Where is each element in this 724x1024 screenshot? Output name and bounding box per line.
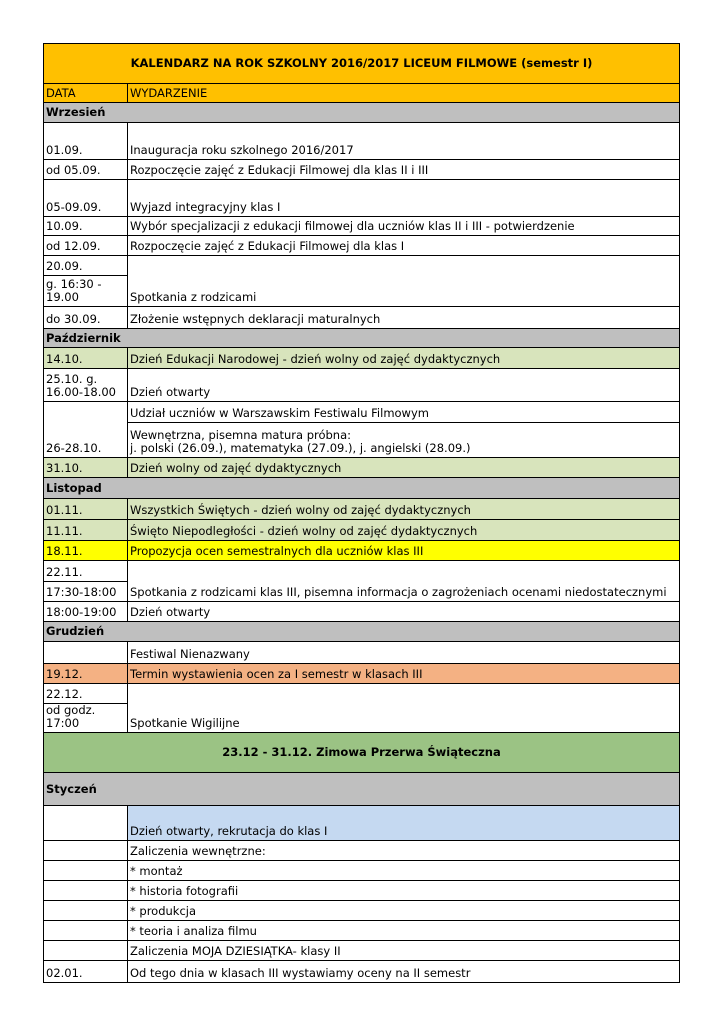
header-row [44,84,680,103]
row-event: * teoria i analiza filmu [128,921,680,941]
row-event: Spotkania z rodzicami [128,256,680,307]
row-event: Rozpoczęcie zajęć z Edukacji Filmowej dla klas I [128,236,680,256]
row-date [44,901,128,921]
table-row [44,520,680,541]
row-date: 18:00-19:00 [44,602,128,622]
row-date: od 12.09. [44,236,128,256]
row-event-line1: Wewnętrzna, pisemna matura próbna: [130,428,352,442]
row-event: Festiwal Nienazwany [128,642,680,664]
row-event: Dzień wolny od zajęć dydaktycznych [128,458,680,478]
row-date: 22.12. [44,684,128,704]
row-event [128,423,680,458]
row-date: do 30.09. [44,307,128,329]
table-row [44,961,680,983]
row-date-time: od godz. 17:00 [44,704,128,733]
table-row [44,881,680,901]
row-event: Inauguracja roku szkolnego 2016/2017 [128,123,680,160]
table-row [44,217,680,236]
table-row [44,602,680,622]
row-date: 22.11. [44,561,128,582]
row-date: 26-28.10. [44,423,128,458]
row-date: 10.09. [44,217,128,236]
row-event: Od tego dnia w klasach III wystawiamy oceny na II semestr [128,961,680,983]
table-row [44,541,680,561]
table-row [44,499,680,520]
header-event: WYDARZENIE [128,84,680,103]
row-date: 18.11. [44,541,128,561]
table-row [44,921,680,941]
row-event: Propozycja ocen semestralnych dla uczniów klas III [128,541,680,561]
month-september: Wrzesień [44,103,680,123]
row-event: Termin wystawienia ocen za I semestr w klasach III [128,664,680,684]
row-date: 31.10. [44,458,128,478]
row-event: Wszystkich Świętych - dzień wolny od zajęć dydaktycznych [128,499,680,520]
row-event: Udział uczniów w Warszawskim Festiwalu Filmowym [128,402,680,423]
table-row [44,160,680,180]
row-date: 25.10. g. 16.00-18.00 [44,369,128,402]
table-row [44,423,680,458]
table-row [44,664,680,684]
row-event: * montaż [128,861,680,881]
month-october: Październik [44,329,680,348]
table-row [44,642,680,664]
row-date: 01.09. [44,123,128,160]
row-date-time: g. 16:30 - 19.00 [44,276,128,307]
row-date [44,881,128,901]
row-date: 05-09.09. [44,180,128,217]
calendar-title: KALENDARZ NA ROK SZKOLNY 2016/2017 LICEUM FILMOWE (semestr I) [44,44,680,84]
table-row [44,941,680,961]
table-row [44,458,680,478]
row-event: * produkcja [128,901,680,921]
row-date-time: 17:30-18:00 [44,582,128,602]
table-row [44,561,680,582]
row-event: Rozpoczęcie zajęć z Edukacji Filmowej dla klas II i III [128,160,680,180]
row-event: Dzień Edukacji Narodowej - dzień wolny od zajęć dydaktycznych [128,348,680,369]
row-date [44,642,128,664]
row-date [44,861,128,881]
table-row [44,123,680,160]
row-event: Spotkania z rodzicami klas III, pisemna informacja o zagrożeniach ocenami niedostatecznymi [128,561,680,602]
table-row [44,236,680,256]
row-event-line2: j. polski (26.09.), matematyka (27.09.), j. angielski (28.09.) [130,441,471,455]
row-event: * historia fotografii [128,881,680,901]
row-event: Dzień otwarty [128,369,680,402]
row-date: 14.10. [44,348,128,369]
row-date [44,841,128,861]
row-date [44,941,128,961]
row-date: 19.12. [44,664,128,684]
row-date: 02.01. [44,961,128,983]
table-row [44,861,680,881]
table-row [44,841,680,861]
table-row [44,348,680,369]
row-date: 20.09. [44,256,128,276]
table-row [44,307,680,329]
table-row [44,369,680,402]
row-date [44,402,128,423]
winter-break-banner: 23.12 - 31.12. Zimowa Przerwa Świąteczna [44,733,680,773]
row-date: od 05.09. [44,160,128,180]
calendar-table [43,43,680,983]
table-row [44,402,680,423]
month-november: Listopad [44,478,680,499]
row-event: Wyjazd integracyjny klas I [128,180,680,217]
row-event: Dzień otwarty [128,602,680,622]
row-event: Złożenie wstępnych deklaracji maturalnych [128,307,680,329]
row-date: 11.11. [44,520,128,541]
row-event: Święto Niepodległości - dzień wolny od zajęć dydaktycznych [128,520,680,541]
table-row [44,684,680,704]
row-event: Wybór specjalizacji z edukacji filmowej dla uczniów klas II i III - potwierdzenie [128,217,680,236]
row-event: Spotkanie Wigilijne [128,684,680,733]
row-date: 01.11. [44,499,128,520]
header-date: DATA [44,84,128,103]
month-january: Styczeń [44,773,680,806]
table-row [44,256,680,276]
row-event: Zaliczenia wewnętrzne: [128,841,680,861]
month-december: Grudzień [44,622,680,642]
table-row [44,806,680,841]
row-event: Zaliczenia MOJA DZIESIĄTKA- klasy II [128,941,680,961]
row-event: Dzień otwarty, rekrutacja do klas I [128,806,680,841]
table-row [44,901,680,921]
row-date [44,806,128,841]
row-date [44,921,128,941]
table-row [44,180,680,217]
